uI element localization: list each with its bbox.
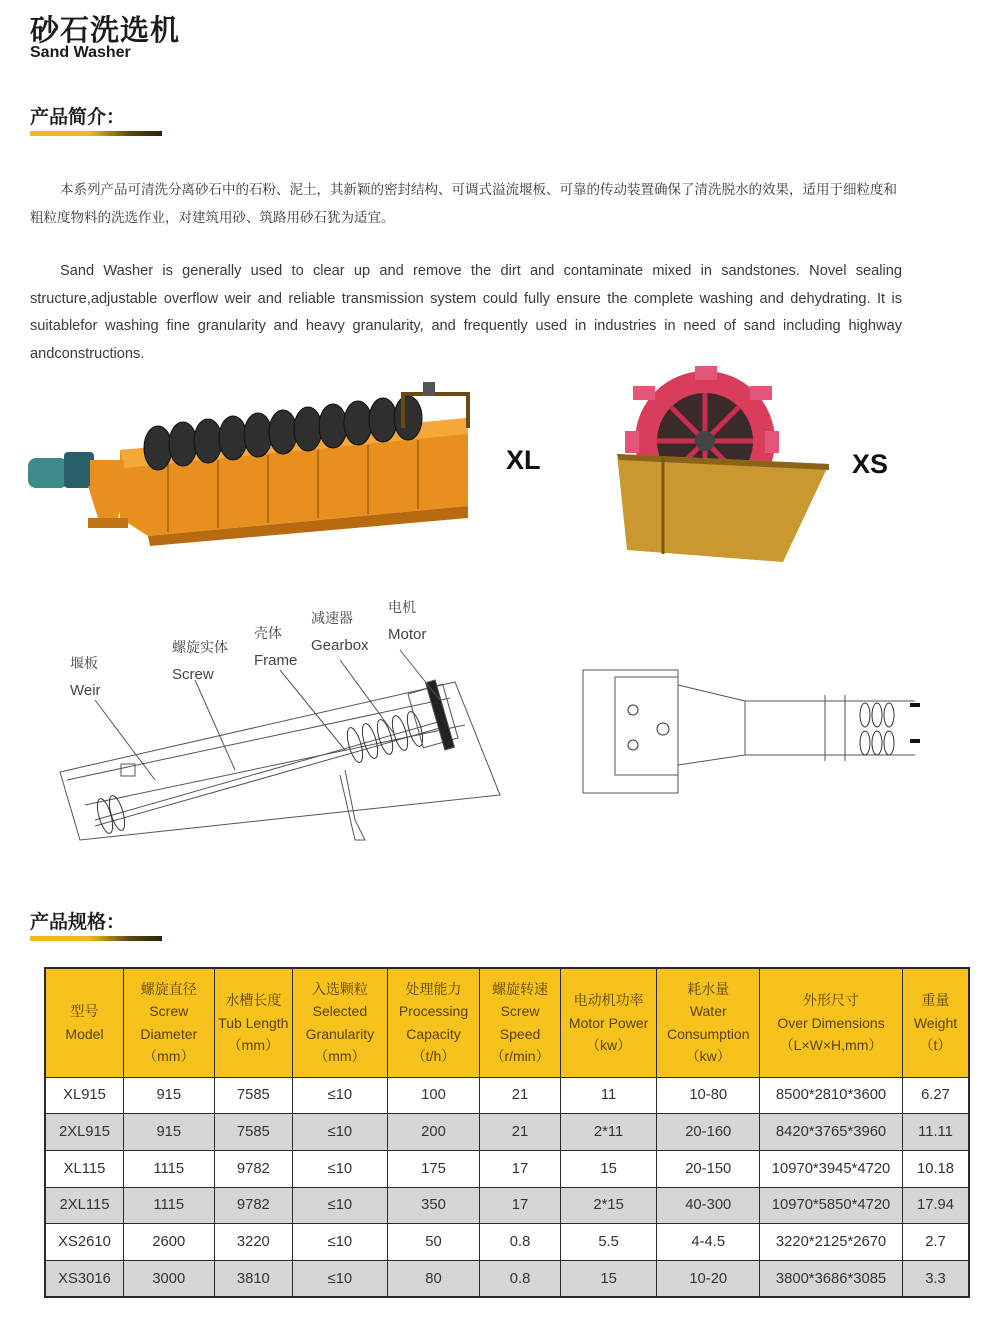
gearbox-label-cn: 减速器 [311,611,353,627]
table-cell: 3.3 [903,1260,970,1297]
table-cell: ≤10 [293,1260,388,1297]
table-row [45,1150,969,1187]
table-cell: 15 [560,1150,657,1187]
table-cell: 175 [387,1150,480,1187]
table-row [45,1187,969,1224]
table-cell: 20-160 [657,1114,760,1151]
table-cell: 10970*3945*4720 [760,1150,903,1187]
table-cell: 10.18 [903,1150,970,1187]
header-water-consumption: 耗水量 Water Consumption （kw） [657,968,760,1077]
table-cell: 21 [480,1114,561,1151]
motor-label-cn: 电机 [388,600,416,616]
table-cell: 2XL115 [45,1187,124,1224]
table-cell: 3800*3686*3085 [760,1260,903,1297]
table-cell: 915 [124,1114,215,1151]
table-cell: 17.94 [903,1187,970,1224]
table-cell: 9782 [214,1187,293,1224]
weir-label-cn: 堰板 [70,656,98,672]
header-screw-speed: 螺旋转速 Screw Speed （r/min） [480,968,561,1077]
page-title: 砂石洗选机 [30,13,181,47]
motor-label-en: Motor [388,626,427,643]
table-cell: 15 [560,1260,657,1297]
xl-model-label: XL [506,445,541,475]
spec-heading: 产品规格： [30,911,126,933]
header-dimensions: 外形尺寸 Over Dimensions （L×W×H,mm） [760,968,903,1077]
table-cell: 10970*5850*4720 [760,1187,903,1224]
table-cell: ≤10 [293,1114,388,1151]
intro-heading-bar [30,131,162,136]
table-cell: 6.27 [903,1077,970,1114]
table-cell: 1115 [124,1150,215,1187]
table-cell: 9782 [214,1150,293,1187]
table-cell: 4-4.5 [657,1224,760,1261]
table-cell: 10-80 [657,1077,760,1114]
table-cell: XS3016 [45,1260,124,1297]
xs-wheel-washer-illustration [615,366,835,566]
table-cell: 7585 [214,1077,293,1114]
gearbox-label-en: Gearbox [311,637,369,654]
header-motor-power: 电动机功率 Motor Power （kw） [560,968,657,1077]
spec-table-header-row [45,968,969,1077]
screw-label-en: Screw [172,666,214,683]
table-cell: 50 [387,1224,480,1261]
table-cell: 200 [387,1114,480,1151]
table-cell: XL915 [45,1077,124,1114]
table-row [45,1224,969,1261]
table-cell: 3220 [214,1224,293,1261]
header-capacity: 处理能力 Processing Capacity （t/h） [387,968,480,1077]
xs-model-label: XS [852,449,889,479]
header-tub-length: 水槽长度 Tub Length （mm） [214,968,293,1077]
table-cell: 21 [480,1077,561,1114]
table-cell: 8420*3765*3960 [760,1114,903,1151]
table-cell: 40-300 [657,1187,760,1224]
weir-label-en: Weir [70,682,101,699]
table-cell: 2*11 [560,1114,657,1151]
table-cell: 17 [480,1150,561,1187]
frame-label-en: Frame [254,652,298,669]
table-cell: ≤10 [293,1224,388,1261]
table-cell: 0.8 [480,1224,561,1261]
table-cell: 8500*2810*3600 [760,1077,903,1114]
intro-heading: 产品简介： [30,106,126,128]
frame-label-cn: 壳体 [254,626,282,642]
xl-spiral-washer-illustration [28,378,476,548]
table-cell: 10-20 [657,1260,760,1297]
table-cell: ≤10 [293,1187,388,1224]
table-cell: 350 [387,1187,480,1224]
table-cell: 0.8 [480,1260,561,1297]
xs-structure-diagram [575,665,925,795]
table-row [45,1114,969,1151]
table-cell: 3810 [214,1260,293,1297]
table-cell: 2600 [124,1224,215,1261]
table-cell: 915 [124,1077,215,1114]
table-cell: 100 [387,1077,480,1114]
table-cell: 2.7 [903,1224,970,1261]
table-cell: ≤10 [293,1077,388,1114]
table-cell: ≤10 [293,1150,388,1187]
table-cell: XS2610 [45,1224,124,1261]
table-cell: 17 [480,1187,561,1224]
header-screw-diameter: 螺旋直径 Screw Diameter （mm） [124,968,215,1077]
table-cell: 3000 [124,1260,215,1297]
table-cell: 20-150 [657,1150,760,1187]
table-cell: 7585 [214,1114,293,1151]
table-row [45,1260,969,1297]
page-subtitle: Sand Washer [30,44,131,61]
intro-text-en: Sand Washer is generally used to clear up and remove the dirt and contaminate mixed in sandstones. Novel sealing structure,adjustable overflow weir and reliable transmission system could fully ensure the complete washing and dehydrating. It is suitablefor washing fine granularity and heavy granularity, and frequently used in industries in need of sand including highway andconstructions. [30,263,902,363]
table-cell: 5.5 [560,1224,657,1261]
intro-text-cn: 本系列产品可清洗分离砂石中的石粉、泥土，其新颖的密封结构、可调式溢流堰板、可靠的传动装置确保了清洗脱水的效果，适用于细粒度和粗粒度物料的洗选作业，对建筑用砂、筑路用砂石犹为适宜。 [30,182,897,226]
spec-table [44,967,970,1298]
table-row [45,1077,969,1114]
table-cell: 1115 [124,1187,215,1224]
table-cell: 11.11 [903,1114,970,1151]
screw-label-cn: 螺旋实体 [172,640,228,656]
table-cell: 2XL915 [45,1114,124,1151]
table-cell: 80 [387,1260,480,1297]
table-cell: XL115 [45,1150,124,1187]
header-granularity: 入选颗粒 Selected Granularity （mm） [293,968,388,1077]
table-cell: 2*15 [560,1187,657,1224]
header-weight: 重量 Weight （t） [903,968,970,1077]
xl-structure-diagram [55,637,505,850]
header-model: 型号 Model [45,968,124,1077]
table-cell: 3220*2125*2670 [760,1224,903,1261]
spec-heading-bar [30,936,162,941]
table-cell: 11 [560,1077,657,1114]
